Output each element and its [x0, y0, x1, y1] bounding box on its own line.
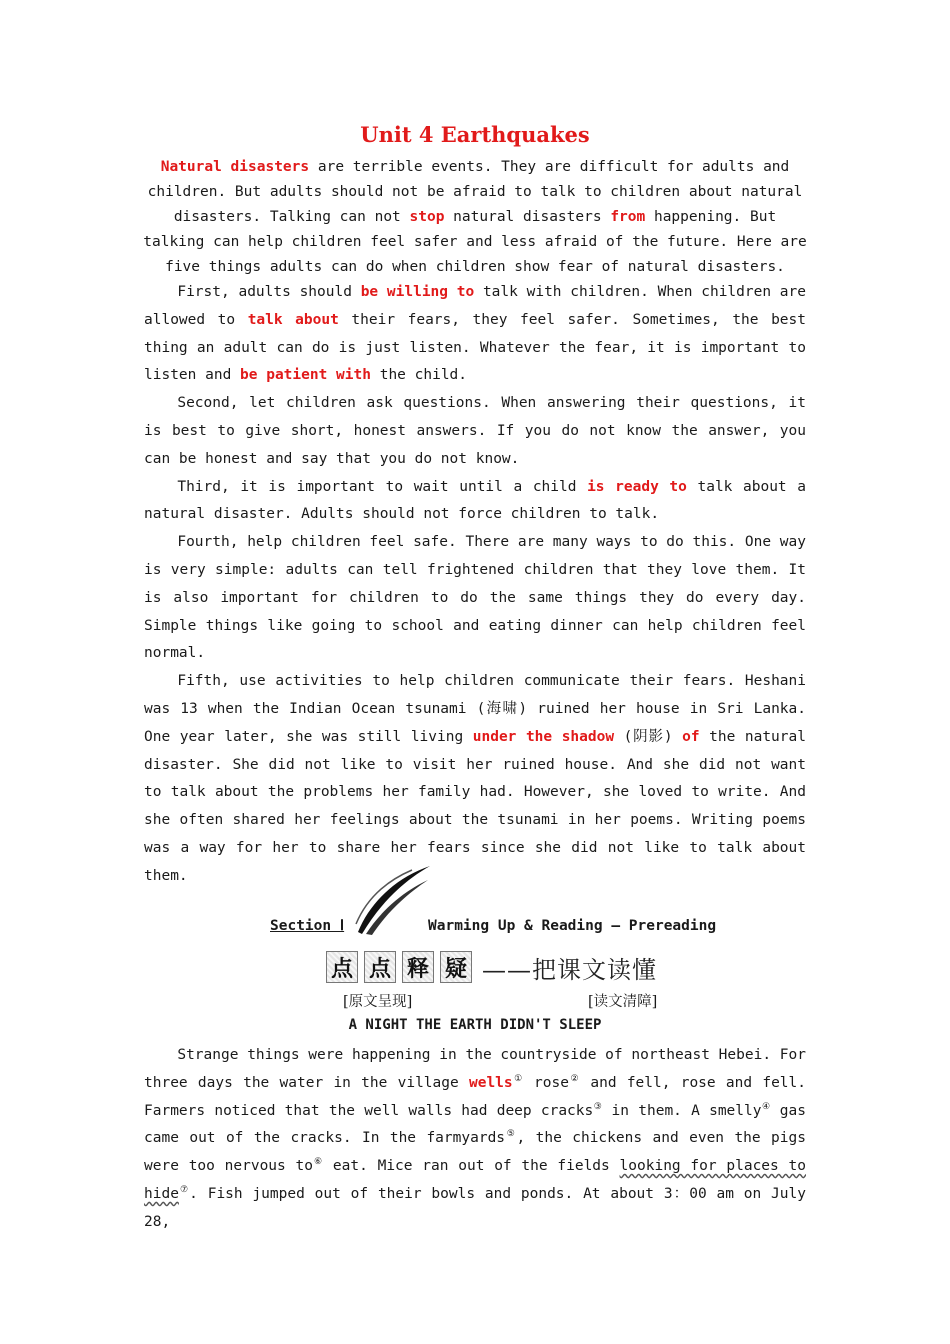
paragraph-second: Second, let children ask questions. When answering their questions, it is best to give short, honest answers. If you do not know the answer, you can be honest and say that you do not know.	[144, 395, 806, 467]
section-banner	[326, 950, 657, 984]
banner-tile: 释	[402, 951, 434, 983]
paragraph-fifth: Fifth, use activities to help children communicate their fears. Heshani was 13 when the Indian Ocean tsunami (海啸) ruined her house in Sri Lanka. One year later, she was still living under the shadow (阴影) of the natural disaster. She did not like to visit her ruined house. And she did not want to talk about the problems her family had. However, she loved to write. And she often shared her feelings about the tsunami in her poems. Writing poems was a way for her to share her fears since she did not like to talk about them.	[144, 673, 806, 884]
unit-title: Unit 4 Earthquakes	[360, 122, 590, 147]
reading-notes-label: [读文清障]	[588, 994, 658, 1010]
highlight-phrase: be patient with	[240, 367, 371, 384]
highlight-phrase: wells	[468, 1074, 513, 1091]
banner-tile: 点	[326, 951, 358, 983]
highlight-phrase: is ready to	[587, 478, 687, 495]
highlight-phrase: talk about	[247, 311, 339, 328]
banner-tile: 疑	[440, 951, 472, 983]
original-text-label: [原文呈现]	[343, 994, 413, 1010]
paragraph-fourth: Fourth, help children feel safe. There are many ways to do this. One way is very simple: adults can tell frightened children that they love them. It is also important for children to do the same things they do every day. Simple things like going to school and eating dinner can help children feel normal.	[144, 534, 806, 662]
intro-paragraph: Natural disasters are terrible events. They are difficult for adults and children. But adults should not be afraid to talk to children about natural disasters. Talking can not stop natural disasters from happening. But talking can help children feel safer and less afraid of the future. Here are five things adults can do when children show fear of natural disasters.	[143, 159, 807, 275]
highlight-phrase: be willing to	[360, 284, 475, 300]
highlight-phrase: of	[682, 728, 700, 745]
swoosh-icon	[352, 862, 432, 937]
note-marker: ⑦	[178, 1184, 190, 1195]
paragraph-first: First, adults should be willing to talk with children. When children are allowed to talk about their fears, they feel safer. Sometimes, the best thing an adult can do is just listen. Whatever the fear, it is important to listen and be patient with the child.	[144, 284, 806, 384]
note-marker: ④	[761, 1101, 771, 1112]
story-paragraph: Strange things were happening in the countryside of northeast Hebei. For three days the water in the village wells① rose② and fell, rose and fell. Farmers noticed that the well walls had deep cracks③ in them. A smelly④ gas came out of the cracks. In the farmyards⑤, the chickens and even the pigs were too nervous to⑥ eat. Mice ran out of the fields looking for places to hide⑦. Fish jumped out of their bowls and ponds. At about 3：00 am on July 28,	[144, 1047, 806, 1230]
highlight-phrase: stop	[409, 209, 445, 225]
highlight-phrase: under the shadow	[472, 728, 615, 745]
note-marker: ②	[568, 1073, 581, 1084]
highlight-phrase: Natural disasters	[160, 159, 310, 175]
banner-subtitle: ——把课文读懂	[482, 955, 657, 984]
note-marker: ③	[593, 1101, 603, 1112]
story-title: A NIGHT THE EARTH DIDN'T SLEEP	[348, 1017, 602, 1033]
underlined-phrase: looking for places to hide	[144, 1158, 806, 1202]
note-marker: ①	[512, 1073, 524, 1084]
note-marker: ⑤	[505, 1129, 517, 1140]
banner-tile: 点	[364, 951, 396, 983]
section-title: Warming Up & Reading — Prereading	[428, 918, 717, 934]
note-marker: ⑥	[312, 1157, 324, 1168]
story-body	[144, 1042, 806, 1237]
article-body	[144, 279, 806, 891]
highlight-phrase: from	[610, 209, 646, 225]
paragraph-third: Third, it is important to wait until a child is ready to talk about a natural disaster. Adults should not force children to talk.	[144, 478, 806, 523]
section-label: Section Ⅰ	[270, 918, 345, 934]
